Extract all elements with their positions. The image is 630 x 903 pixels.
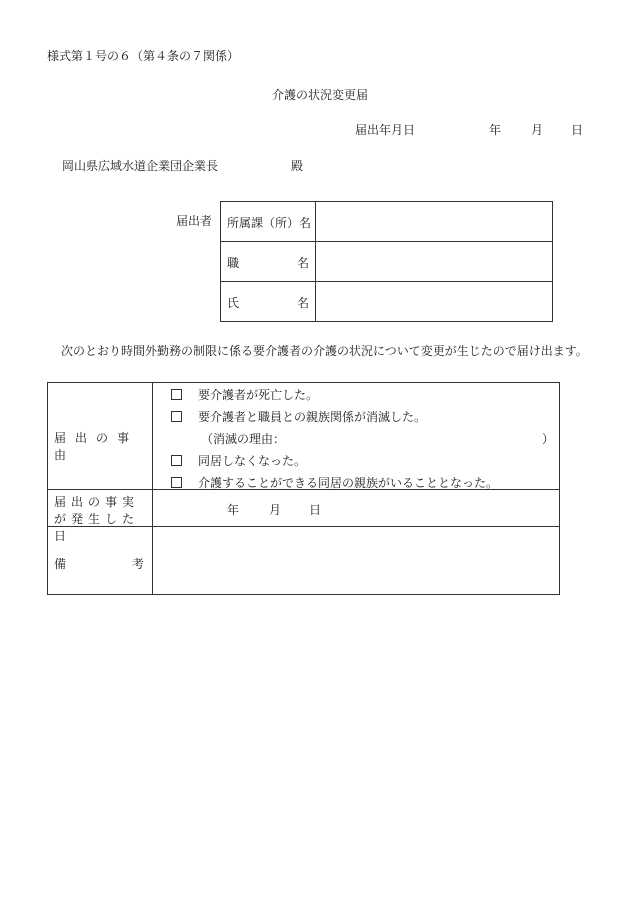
name-label-cell [221,282,316,322]
remarks-label-right: 考 [131,557,144,571]
occurrence-header-line1: 届出の事実 [54,495,140,509]
reason-header: 届出の事由 [54,431,139,462]
job-title-label-right: 名 [296,256,309,270]
reason-options-cell [153,383,560,490]
option-relation-ended-label: 要介護者と職員との親族関係が消滅した。 [198,410,427,424]
occurrence-day-label: 日 [309,503,322,517]
occurrence-header-cell [48,490,153,543]
reason-open-label: （消滅の理由： [201,432,286,446]
name-label-left: 氏 [227,296,240,310]
option-no-longer-cohabiting[interactable] [171,452,306,469]
checkbox-icon[interactable] [171,389,182,400]
option-deceased[interactable] [171,386,318,403]
remarks-label-left: 備 [54,557,67,571]
name-label-right: 名 [296,296,309,310]
submitter-table [220,201,553,322]
month-label: 月 [531,123,544,137]
dept-label: 所属課（所）名 [227,216,312,230]
occurrence-header-line2: が発生した日 [54,512,140,543]
submitter-label: 届出者 [176,214,213,228]
name-field[interactable] [316,282,553,322]
job-title-field[interactable] [316,242,553,282]
checkbox-icon[interactable] [171,477,182,488]
option-deceased-label: 要介護者が死亡した。 [198,388,319,402]
occurrence-year-label: 年 [227,503,240,517]
checkbox-icon[interactable] [171,411,182,422]
honorific: 殿 [291,159,304,173]
option-other-caregiver[interactable] [171,474,498,491]
remarks-field[interactable] [153,527,560,595]
occurrence-month-label: 月 [269,503,282,517]
option-relation-ended[interactable] [171,408,426,425]
job-title-label-left: 職 [227,256,240,270]
form-number: 様式第１号の６（第４条の７関係） [47,49,240,63]
reason-header-cell [48,383,153,490]
option-no-longer-cohabiting-label: 同居しなくなった。 [198,454,307,468]
reason-close-paren: ） [542,432,555,446]
occurrence-date-cell[interactable] [153,490,560,527]
document-title: 介護の状況変更届 [271,88,368,102]
change-details-table [47,382,560,595]
dept-label-cell [221,202,316,242]
option-other-caregiver-label: 介護することができる同居の親族がいることとなった。 [198,476,499,490]
year-label: 年 [489,123,502,137]
remarks-header-cell [48,527,153,595]
checkbox-icon[interactable] [171,455,182,466]
submission-date-label: 届出年月日 [355,123,416,137]
job-title-label-cell [221,242,316,282]
addressee: 岡山県広域水道企業団企業長 [62,159,219,173]
dept-field[interactable] [316,202,553,242]
day-label: 日 [571,123,584,137]
statement-text: 次のとおり時間外勤務の制限に係る要介護者の介護の状況について変更が生じたので届け出ます。 [61,344,588,358]
